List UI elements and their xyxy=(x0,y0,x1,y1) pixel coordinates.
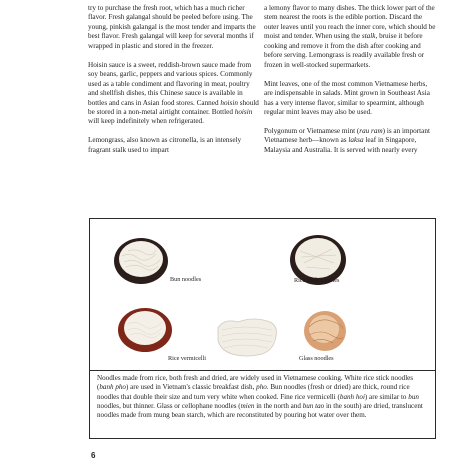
noodles-photo-panel xyxy=(89,218,436,371)
polygonum-paragraph: Polygonum or Vietnamese mint (rau ram) is an important Vietnamese herb—known as laksa leaf in Singapore, Malaysia and Australia. It is served with nearly every xyxy=(264,126,430,154)
lemongrass-continued-paragraph: a lemony flavor to many dishes. The thick lower part of the stem nearest the roots is the edible portion. Discard the outer leaves until you reach the inner core, which should be moist and tender. When using the stalk, bruise it before cooking and remove it from the dish after cooking and before serving. Lemongrass is readily available fresh or frozen in well-stocked supermarkets. xyxy=(264,4,436,69)
galangal-paragraph: try to purchase the fresh root, which has a much richer flavor. Fresh galangal should be peeled before using. The young, pinkish galangal is the most tender and imparts the best flavor. Fresh galangal will keep for several months if wrapped in plastic and stored in the freezer. xyxy=(88,4,256,50)
rice-vermicelli-label: Rice vermicelli xyxy=(168,355,206,362)
noodles-caption: Noodles made from rice, both fresh and dried, are widely used in Vietnamese cooking. White rice stick noodles (banh pho) are used in Vietnam's classic breakfast dish, pho. Bun noodles (fresh or dried) are thick, round rice noodles that double their size and turn very white when cooked. Fine rice vermicelli (banh hoi) are similar to bun noodles, but thinner. Glass or cellophane noodles (mien in the north and bun tao in the south) are dried, translucent noodles made from mung bean starch, which are reconstituted by pouring hot water over them. xyxy=(89,371,436,439)
rice-vermicelli-bundle-image xyxy=(214,314,280,360)
page-number: 6 xyxy=(91,451,96,460)
rice-vermicelli-bowl-image xyxy=(116,302,174,354)
glass-noodles-image xyxy=(301,307,349,355)
mint-paragraph: Mint leaves, one of the most common Vietnamese herbs, are indispensable in salads. Mint grown in Southeast Asia has a very intense flavor, similar to spearmint, although regular mint leaves may also be used. xyxy=(264,79,430,116)
lemongrass-paragraph: Lemongrass, also known as citronella, is an intensely fragrant stalk used to impart xyxy=(88,136,242,154)
right-text-column xyxy=(264,4,436,155)
rice-stick-noodles-label: Rice stick noodles xyxy=(294,277,340,284)
glass-noodles-label: Glass noodles xyxy=(299,355,334,362)
bun-noodles-label: Bun noodles xyxy=(170,276,202,283)
hoisin-paragraph: Hoisin sauce is a sweet, reddish-brown sauce made from soy beans, garlic, peppers and various spices. Commonly used as a table condiment and flavoring in meat, poultry and shellfish dishes, this Chinese sauce is available in bottles and cans in Asian food stores. Canned hoisin should be stored in a non-metal airtight container. Bottled hoisin will keep indefinitely when refrigerated. xyxy=(88,60,259,126)
left-text-column xyxy=(88,4,260,155)
bun-noodles-bowl-image xyxy=(112,232,170,286)
